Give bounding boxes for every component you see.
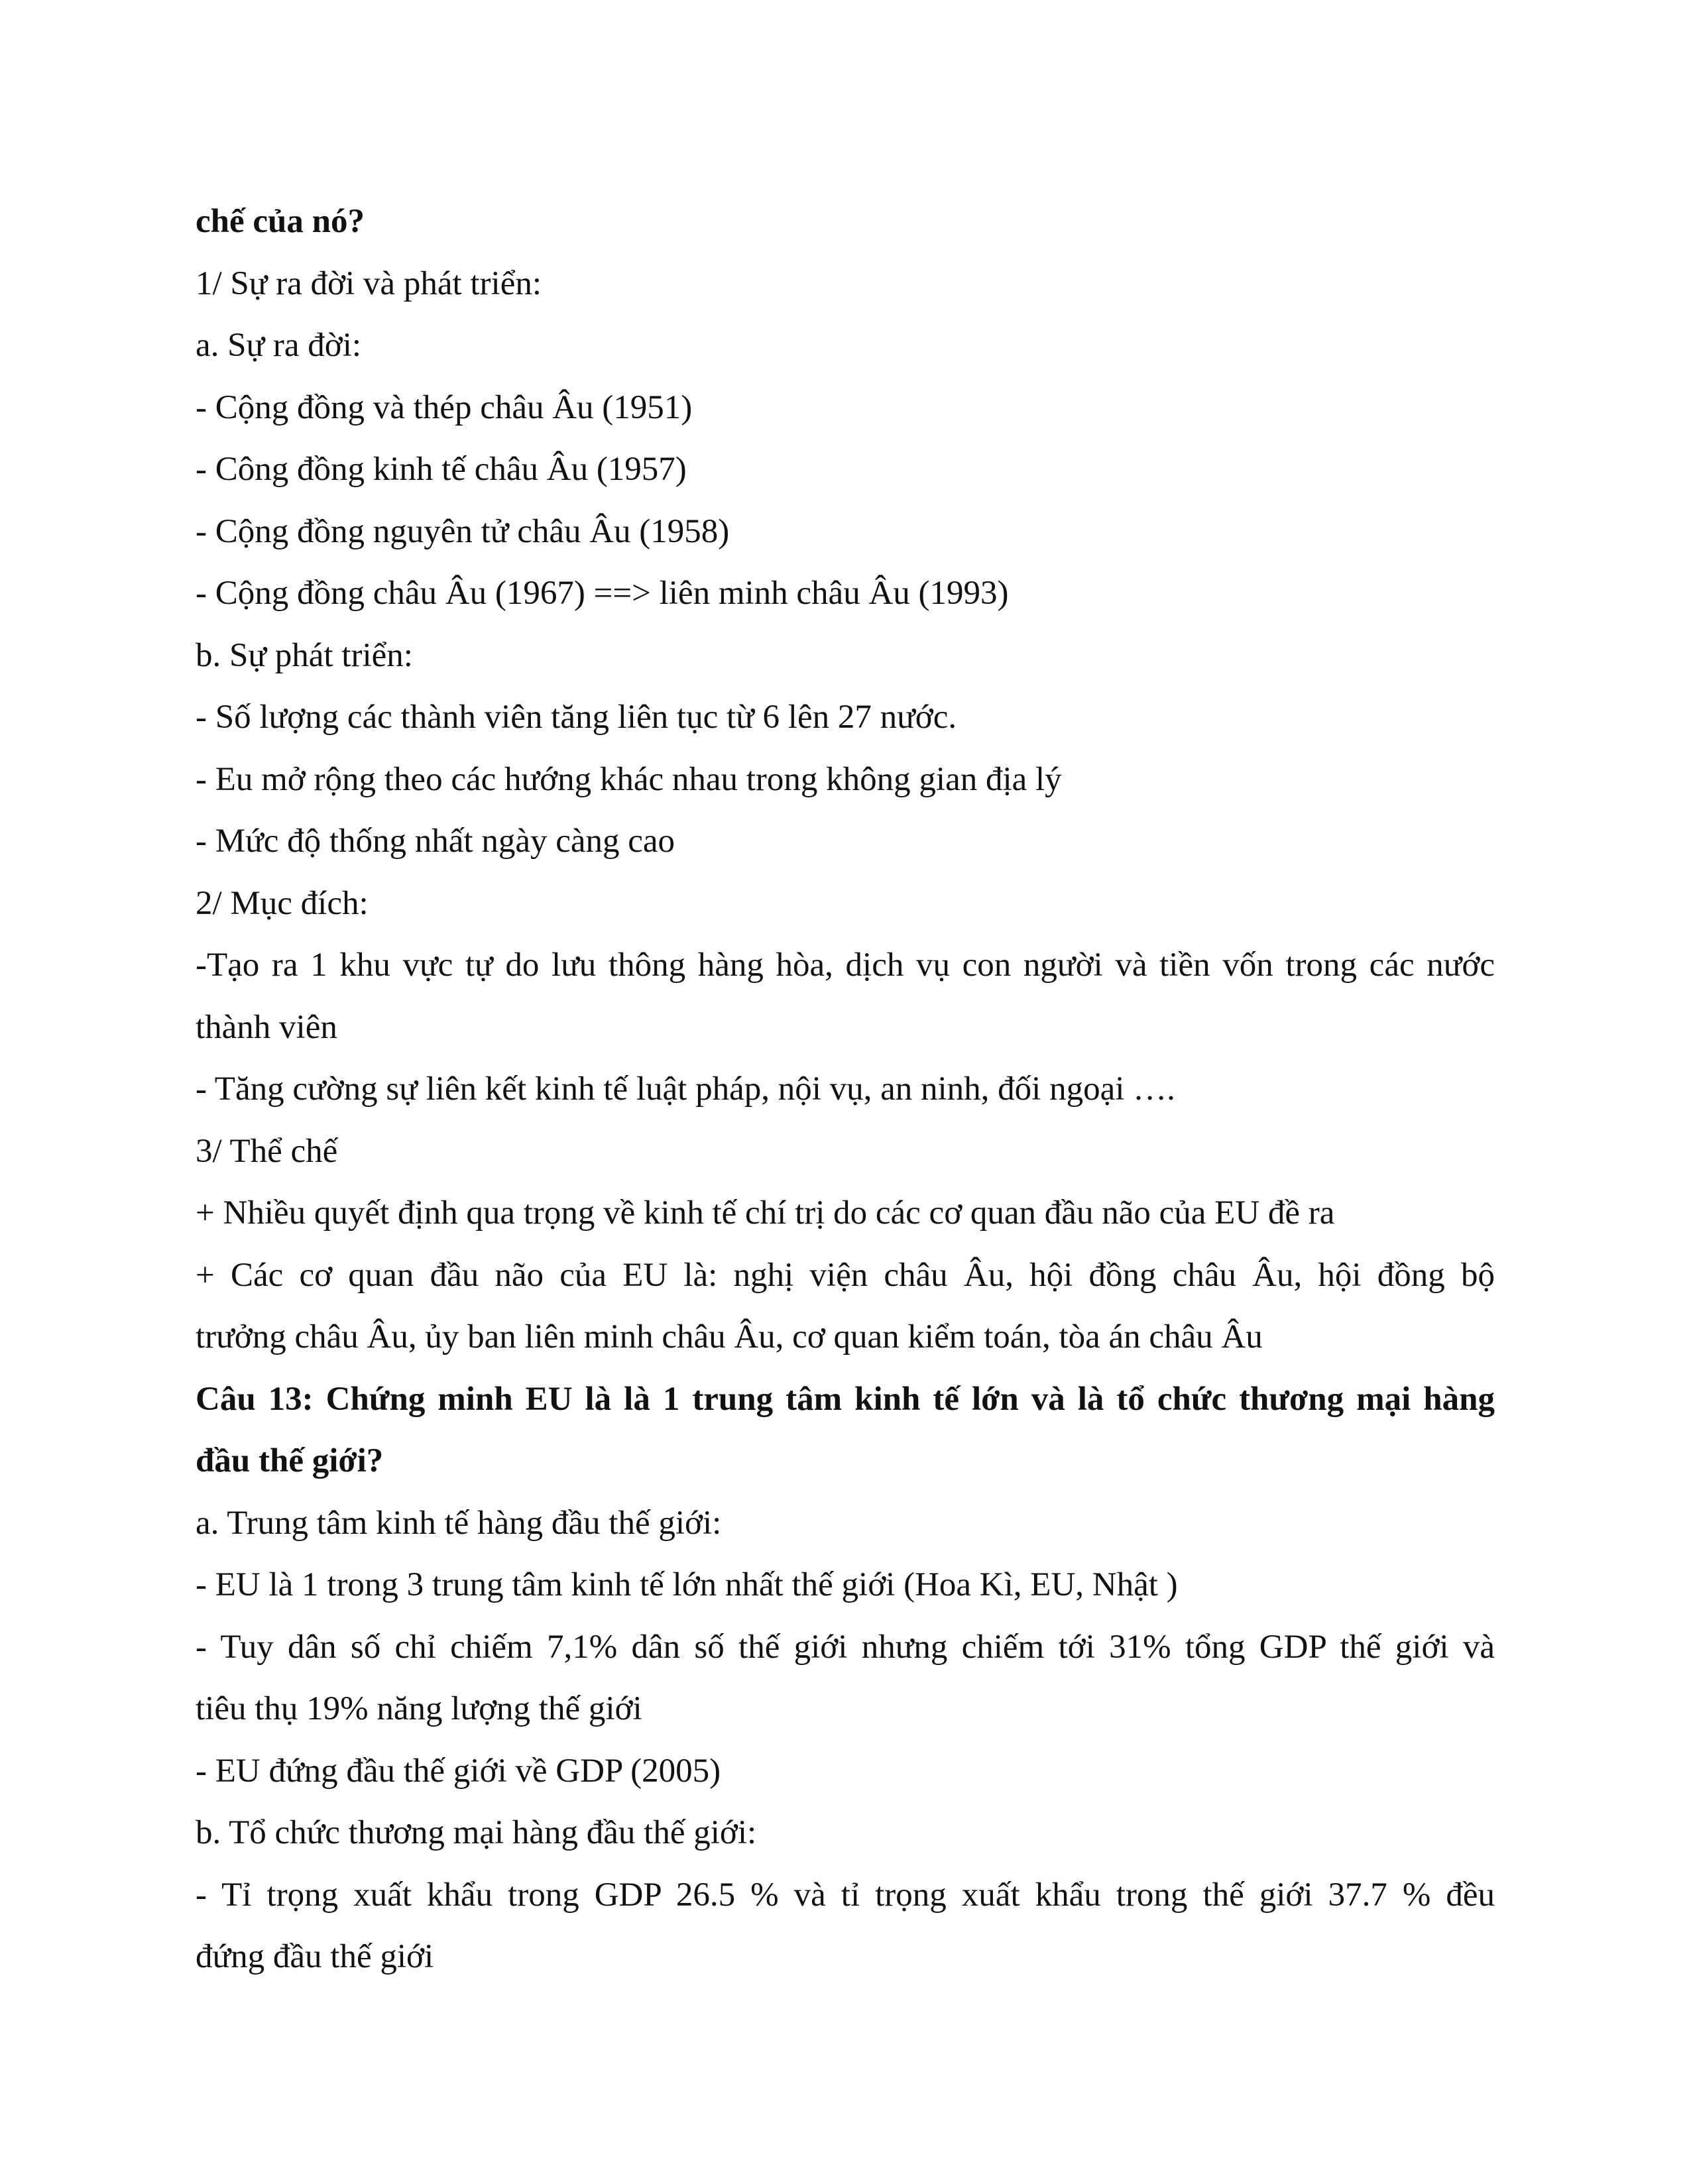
text-line: a. Trung tâm kinh tế hàng đầu thế giới:: [196, 1504, 722, 1542]
text-line: - EU đứng đầu thế giới về GDP (2005): [196, 1752, 721, 1790]
text-line: - Mức độ thống nhất ngày càng cao: [196, 823, 675, 860]
text-line: -Tạo ra 1 khu vực tự do lưu thông hàng hòa, dịch vụ con người và tiền vốn trong các nước: [196, 947, 1495, 984]
text-line: a. Sự ra đời:: [196, 327, 362, 364]
text-line: b. Tổ chức thương mại hàng đầu thế giới:: [196, 1814, 757, 1851]
text-line: trưởng châu Âu, ủy ban liên minh châu Âu, cơ quan kiểm toán, tòa án châu Âu: [196, 1318, 1263, 1355]
text-line: thành viên: [196, 1008, 337, 1046]
bold-text-line: Câu 13: Chứng minh EU là là 1 trung tâm kinh tế lớn và là tổ chức thương mại hàng: [196, 1380, 1495, 1418]
text-line: - Tăng cường sự liên kết kinh tế luật pháp, nội vụ, an ninh, đối ngoại ….: [196, 1070, 1175, 1108]
bold-text-line: chế của nó?: [196, 203, 365, 240]
text-line: 1/ Sự ra đời và phát triển:: [196, 264, 542, 302]
text-line: đứng đầu thế giới: [196, 1938, 434, 1975]
bold-text-line: đầu thế giới?: [196, 1442, 384, 1479]
text-line: - EU là 1 trong 3 trung tâm kinh tế lớn nhất thế giới (Hoa Kì, EU, Nhật ): [196, 1566, 1178, 1603]
text-line: + Các cơ quan đầu não của EU là: nghị viện châu Âu, hội đồng châu Âu, hội đồng bộ: [196, 1256, 1495, 1294]
text-line: - Cộng đồng nguyên tử châu Âu (1958): [196, 512, 730, 550]
text-line: - Tỉ trọng xuất khẩu trong GDP 26.5 % và tỉ trọng xuất khẩu trong thế giới 37.7 % đều: [196, 1876, 1495, 1914]
text-line: 3/ Thể chế: [196, 1132, 338, 1170]
document-body: [196, 191, 1495, 1988]
text-line: tiêu thụ 19% năng lượng thế giới: [196, 1690, 642, 1727]
text-line: - Công đồng kinh tế châu Âu (1957): [196, 451, 687, 488]
text-line: 2/ Mục đích:: [196, 884, 369, 922]
text-line: b. Sự phát triển:: [196, 636, 413, 674]
text-line: - Cộng đồng và thép châu Âu (1951): [196, 388, 693, 426]
text-line: - Cộng đồng châu Âu (1967) ==> liên minh châu Âu (1993): [196, 575, 1009, 612]
text-line: - Tuy dân số chỉ chiếm 7,1% dân số thế giới nhưng chiếm tới 31% tổng GDP thế giới và: [196, 1628, 1495, 1666]
text-line: - Eu mở rộng theo các hướng khác nhau trong không gian địa lý: [196, 760, 1062, 798]
text-line: - Số lượng các thành viên tăng liên tục từ 6 lên 27 nước.: [196, 699, 957, 736]
text-line: + Nhiều quyết định qua trọng về kinh tế chí trị do các cơ quan đầu não của EU đề ra: [196, 1194, 1335, 1232]
